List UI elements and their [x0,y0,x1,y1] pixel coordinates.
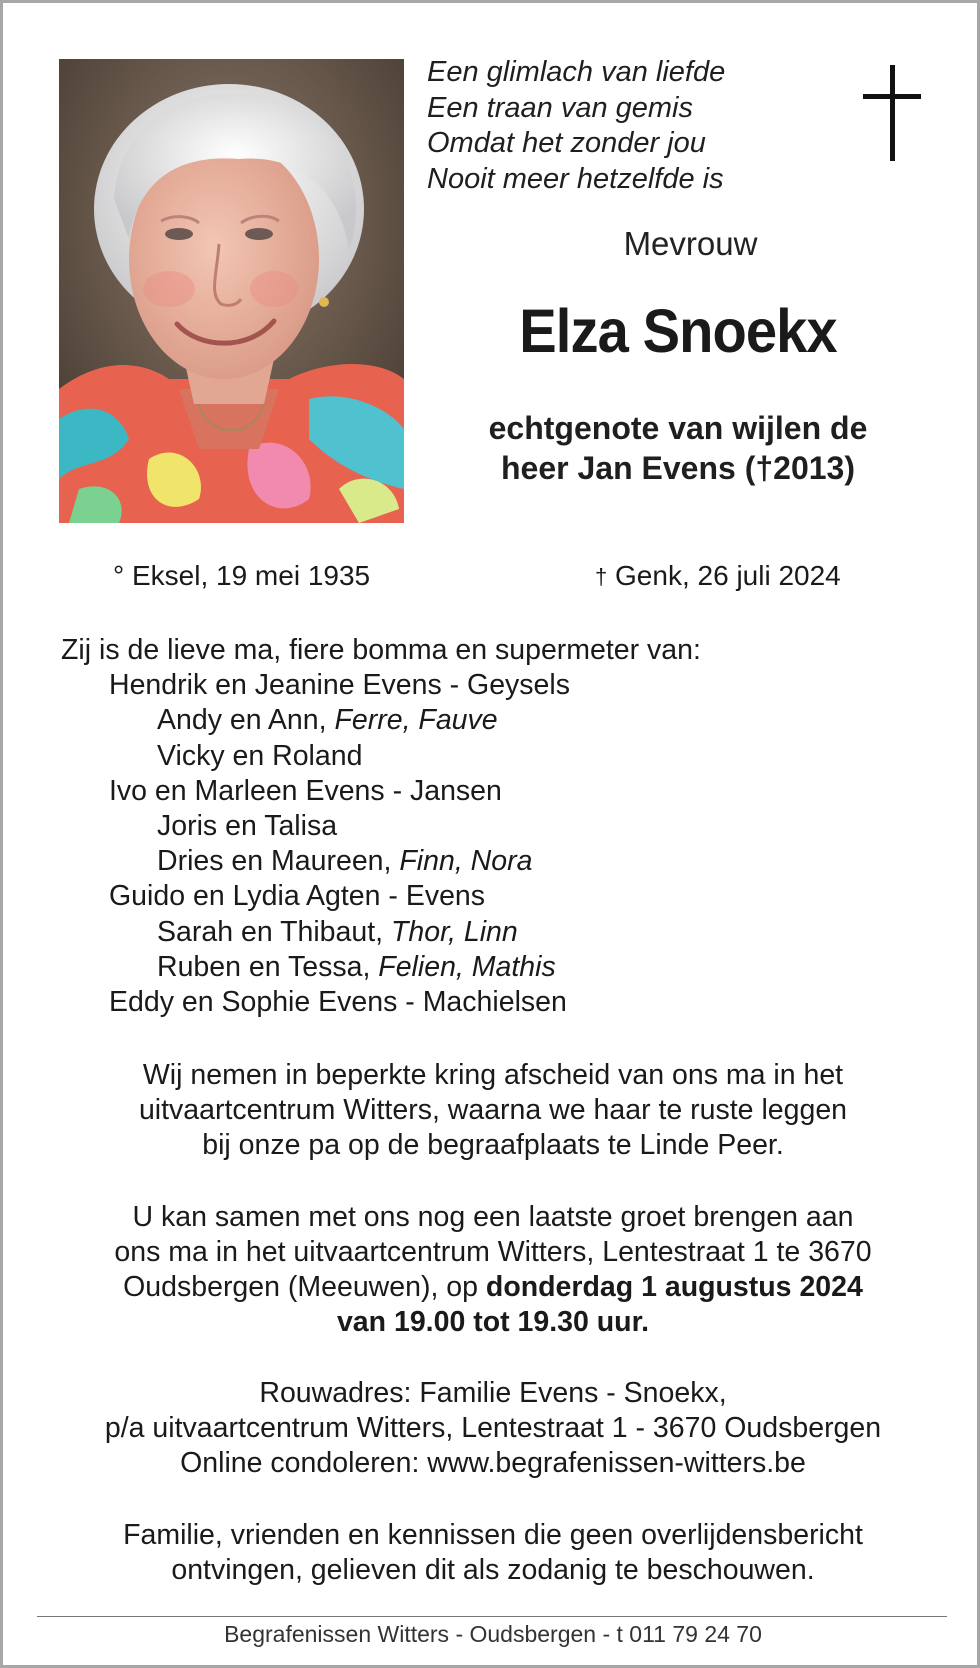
family-list [61,633,921,1020]
family-member: Hendrik en Jeanine Evens - Geysels [109,669,570,702]
family-member: Eddy en Sophie Evens - Machielsen [109,986,567,1019]
text-line: Familie, vrienden en kennissen die geen overlijdensbericht [123,1519,863,1551]
visitation-paragraph [43,1200,943,1340]
family-member: Sarah en Thibaut, Thor, Linn [157,915,518,948]
family-member: Andy en Ann, Ferre, Fauve [157,704,498,737]
portrait-illustration [59,59,404,523]
spouse-line: echtgenote van wijlen de [488,410,868,446]
poem-line: Een glimlach van liefde [427,56,726,88]
birth-info [113,560,370,592]
portrait-photo [59,59,404,523]
text-line: uitvaartcentrum Witters, waarna we haar te ruste leggen [138,1094,848,1126]
deceased-name: Elza Snoekx [519,297,837,365]
memorial-poem [427,55,787,197]
family-member: Guido en Lydia Agten - Evens [109,880,486,913]
text-line: ontvingen, gelieven dit als zodanig te beschouwen. [171,1554,815,1586]
death-text: Genk, 26 juli 2024 [615,560,841,591]
condolence-link[interactable]: Online condoleren: www.begrafenissen-witters.be [180,1447,806,1479]
family-member: Vicky en Roland [157,739,363,772]
family-member: Ivo en Marleen Evens - Jansen [109,774,502,807]
text-line: Wij nemen in beperkte kring afscheid van ons ma in het [142,1059,844,1091]
footer-text: Begrafenissen Witters - Oudsbergen - t 011 79 24 70 [224,1621,762,1647]
birth-symbol: ° [113,560,125,591]
text-line: Rouwadres: Familie Evens - Snoekx, [259,1377,727,1409]
text-line: van 19.00 tot 19.30 uur. [336,1306,650,1338]
address-paragraph [43,1376,943,1481]
family-intro: Zij is de lieve ma, fiere bomma en supermeter van: [61,634,701,666]
footer-divider [37,1616,947,1617]
spouse-line: heer Jan Evens (†2013) [501,450,855,486]
spouse-info [443,408,913,488]
text-line: bij onze pa op de begraafplaats te Linde Peer. [202,1129,784,1161]
notice-paragraph [43,1518,943,1588]
poem-line: Omdat het zonder jou [427,127,706,159]
family-member: Ruben en Tessa, Felien, Mathis [157,950,556,983]
text-line: ons ma in het uitvaartcentrum Witters, Lentestraat 1 te 3670 [114,1236,872,1268]
family-member: Dries en Maureen, Finn, Nora [157,845,533,878]
family-member: Joris en Talisa [157,810,338,843]
text-line: p/a uitvaartcentrum Witters, Lentestraat 1 - 3670 Oudsbergen [104,1412,882,1444]
honorific: Mevrouw [623,225,758,262]
text-line: U kan samen met ons nog een laatste groet brengen aan [132,1201,854,1233]
birth-text: Eksel, 19 mei 1935 [131,560,371,591]
dagger-icon: † [595,564,608,589]
cross-icon [863,65,923,163]
farewell-paragraph [43,1058,943,1163]
death-info [595,560,841,592]
poem-line: Nooit meer hetzelfde is [427,162,724,195]
poem-line: Een traan van gemis [427,91,693,124]
text-line: Oudsbergen (Meeuwen), op donderdag 1 augustus 2024 [123,1271,863,1303]
